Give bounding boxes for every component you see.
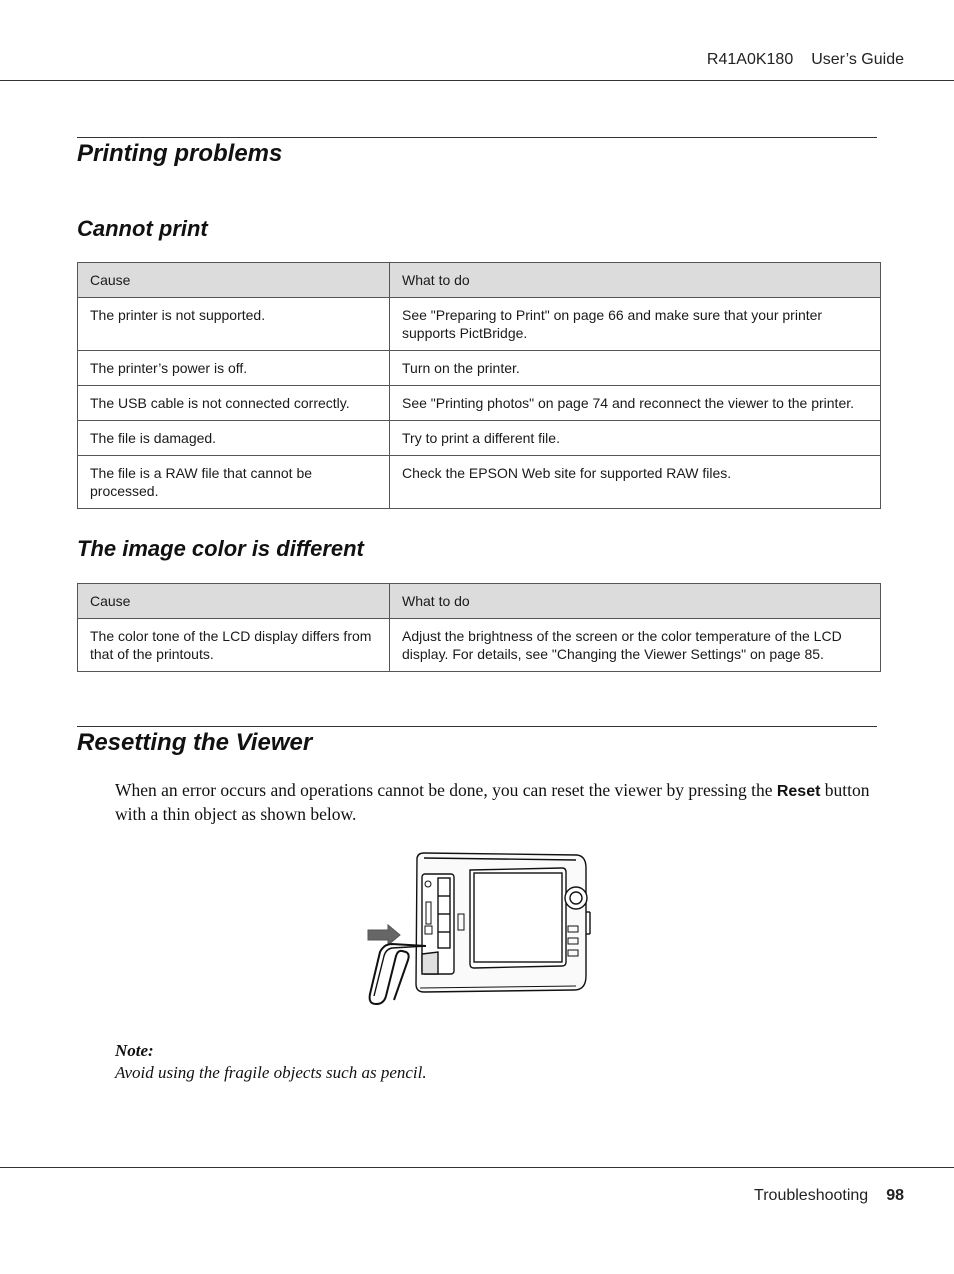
column-header-what-to-do: What to do xyxy=(390,263,881,298)
column-header-cause: Cause xyxy=(78,584,390,619)
header-divider xyxy=(0,80,954,81)
remedy-cell: See "Printing photos" on page 74 and reconnect the viewer to the printer. xyxy=(390,386,881,421)
reset-instructions xyxy=(115,779,885,826)
remedy-cell: See "Preparing to Print" on page 66 and make sure that your printer supports PictBridge. xyxy=(390,298,881,351)
heading-cannot-print: Cannot print xyxy=(77,216,208,241)
column-header-what-to-do: What to do xyxy=(390,584,881,619)
body-text-end: button with a thin object as shown below. xyxy=(115,780,870,824)
column-header-cause: Cause xyxy=(78,263,390,298)
page-number: 98 xyxy=(886,1187,904,1204)
table-row xyxy=(78,456,881,509)
body-text-start: When an error occurs and operations cannot be done, you can reset the viewer by pressing the xyxy=(115,780,777,800)
table-row xyxy=(78,421,881,456)
table-row xyxy=(78,351,881,386)
table-row xyxy=(78,619,881,672)
image-color-table xyxy=(77,583,881,672)
table-header-row xyxy=(78,263,881,298)
remedy-cell: Turn on the printer. xyxy=(390,351,881,386)
note-label: Note: xyxy=(115,1041,154,1060)
model-number: R41A0K180 xyxy=(706,51,794,68)
section-rule xyxy=(77,726,877,727)
remedy-cell: Try to print a different file. xyxy=(390,421,881,456)
footer-divider xyxy=(0,1167,954,1168)
table-row xyxy=(78,386,881,421)
section-rule xyxy=(77,137,877,138)
remedy-cell: Adjust the brightness of the screen or the color temperature of the LCD display. For details, see "Changing the Viewer Settings" on page 85. xyxy=(390,619,881,672)
heading-resetting-viewer: Resetting the Viewer xyxy=(77,729,313,756)
note-text: Avoid using the fragile objects such as pencil. xyxy=(115,1063,427,1082)
cause-cell: The file is damaged. xyxy=(78,421,390,456)
cause-cell: The printer’s power is off. xyxy=(78,351,390,386)
viewer-reset-illustration xyxy=(362,848,592,1008)
running-footer xyxy=(754,1187,904,1205)
heading-image-color: The image color is different xyxy=(77,536,364,561)
table-header-row xyxy=(78,584,881,619)
cannot-print-table xyxy=(77,262,881,509)
cause-cell: The file is a RAW file that cannot be processed. xyxy=(78,456,390,509)
remedy-cell: Check the EPSON Web site for supported RAW files. xyxy=(390,456,881,509)
footer-section: Troubleshooting xyxy=(754,1187,869,1204)
table-row xyxy=(78,298,881,351)
running-header xyxy=(707,51,904,69)
guide-title: User’s Guide xyxy=(811,51,904,68)
cause-cell: The color tone of the LCD display differs from that of the printouts. xyxy=(78,619,390,672)
cause-cell: The USB cable is not connected correctly. xyxy=(78,386,390,421)
heading-printing-problems: Printing problems xyxy=(77,140,283,167)
reset-button-name: Reset xyxy=(776,783,821,800)
cause-cell: The printer is not supported. xyxy=(78,298,390,351)
